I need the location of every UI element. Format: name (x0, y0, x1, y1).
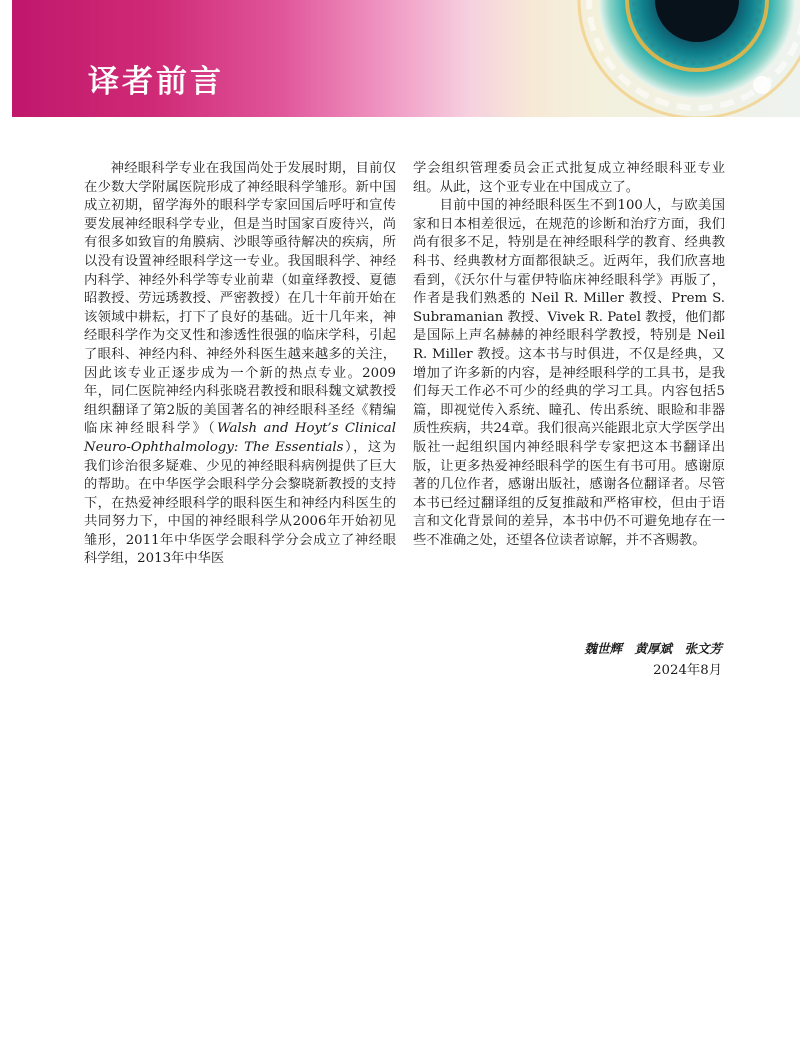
translator-names: 魏世辉 黄厚斌 张文芳 (584, 641, 722, 656)
eye-icon (577, 0, 800, 117)
book-title-english: Walsh and Hoyt’s Clinical Neuro-Ophthalmology: The Essentials (84, 421, 396, 455)
paragraph: 神经眼科学专业在我国尚处于发展时期，目前仅在少数大学附属医院形成了神经眼科学雏形。新中国成立初期，留学海外的眼科学专家回国后呼吁和宣传要发展神经眼科学专业，但是当时国家百废待兴，尚有很多如致盲的角膜病、沙眼等亟待解决的疾病，所以没有设置神经眼科学这一专业。我国眼科学、神经内科学、神经外科学等专业前辈（如童绎教授、夏德昭教授、劳远琇教授、严密教授）在几十年前开始在该领域中耕耘，打下了良好的基础。近十几年来，神经眼科学作为交叉性和渗透性很强的临床学科，引起了眼科、神经内科、神经外科医生越来越多的关注，因此该专业正逐步成为一个新的热点专业。2009年，同仁医院神经内科张晓君教授和眼科魏文斌教授组织翻译了第2版的美国著名的神经眼科圣经《精编临床神经眼科学》（Walsh and Hoyt’s Clinical Neuro-Ophthalmology: The Essentials），这为我们诊治很多疑难、少见的神经眼科病例提供了巨大的帮助。在中华医学会眼科学分会黎晓新教授的支持下，在热爱神经眼科学的眼科医生和神经内科医生的共同努力下，中国的神经眼科学从2006年开始初见雏形，2011年中华医学会眼科学分会成立了神经眼科学组，2013年中华医 (84, 161, 396, 567)
paragraph: 学会组织管理委员会正式批复成立神经眼科亚专业组。从此，这个亚专业在中国成立了。 (413, 161, 725, 195)
signature-block (584, 638, 722, 682)
left-column (84, 160, 396, 569)
paragraph: 目前中国的神经眼科医生不到100人，与欧美国家和日本相差很远，在规范的诊断和治疗方面，我们尚有很多不足，特别是在神经眼科学的教育、经典教科书、经典教材方面都很缺乏。近两年，我们欣喜地看到，《沃尔什与霍伊特临床神经眼科学》再版了，作者是我们熟悉的 Neil R. Miller 教授、Prem S. Subramanian 教授、Vivek R. Patel 教授，他们都是国际上声名赫赫的神经眼科学教授，特别是 Neil R. Miller 教授。这本书与时俱进，不仅是经典，又增加了许多新的内容，是神经眼科学的工具书，是我们每天工作必不可少的经典的学习工具。内容包括5篇，即视觉传入系统、瞳孔、传出系统、眼睑和非器质性疾病，共24章。我们很高兴能跟北京大学医学出版社一起组织国内神经眼科学专家把这本书翻译出版，让更多热爱神经眼科学的医生有书可用。感谢原著的几位作者，感谢出版社，感谢各位翻译者。尽管本书已经过翻译组的反复推敲和严格审校，但由于语言和文化背景间的差异，本书中仍不可避免地存在一些不准确之处，还望各位读者谅解，并不吝赐教。 (413, 198, 725, 548)
right-column (413, 160, 725, 550)
signature-date: 2024年8月 (653, 663, 722, 678)
page-title: 译者前言 (88, 64, 224, 100)
header-banner (12, 0, 800, 117)
